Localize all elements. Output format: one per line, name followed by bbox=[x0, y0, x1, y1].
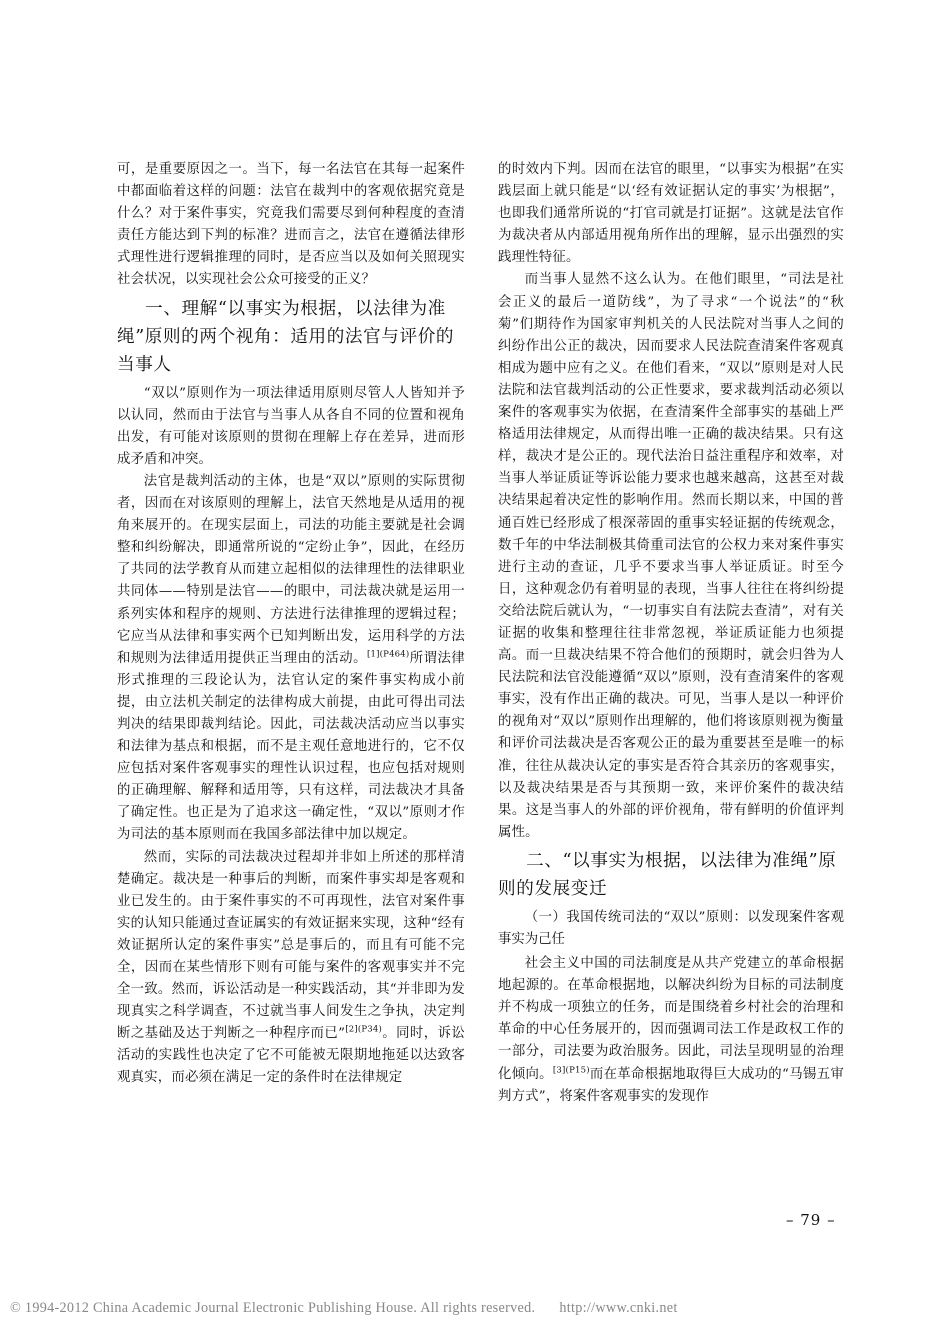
copyright-footer bbox=[10, 1300, 940, 1317]
paragraph-text: 社会主义中国的司法制度是从共产党建立的革命根据地起源的。在革命根据地，以解决纠纷为目标的司法制度并不构成一项独立的任务，而是围绕着乡村社会的治理和革命的中心任务展开的，因而强调司法工作是政权工作的一部分，司法要为政治服务。因此，司法呈现明显的治理化倾向。 bbox=[498, 956, 844, 1082]
paragraph-text: 然而，实际的司法裁决过程却并非如上所述的那样清楚确定。裁决是一种事后的判断，而案件事实却是客观和业已发生的。由于案件事实的不可再现性，法官对案件事实的认知只能通过查证属实的有效证据来实现，这种“经有效证据所认定的案件事实”总是事后的，而且有可能不完全，因而在某些情形下则有可能与案件的客观事实并不完全一致。然而，诉讼活动是一种实践活动，其“并非即为发现真实之科学调查，不过就当事人间发生之争执，决定判断之基础及达于判断之一种程序而已” bbox=[117, 849, 465, 1042]
footer-url[interactable]: http://www.cnki.net bbox=[559, 1300, 678, 1316]
paragraph-text: 所谓法律形式推理的三段论认为，法官认定的案件事实构成小前提，由立法机关制定的法律构成大前提，由此可得出司法判决的结果即裁判结论。因此，司法裁决活动应当以事实和法律为基点和根据，而不是主观任意地进行的，它不仅应包括对案件客观事实的理性认识过程，也应包括对规则的正确理解、解释和适用等，只有这样，司法裁决才具备了确定性。也正是为了追求这一确定性，“双以”原则才作为司法的基本原则而在我国多部法律中加以规定。 bbox=[117, 650, 465, 843]
copyright-text: © 1994-2012 China Academic Journal Electronic Publishing House. All rights reserved. bbox=[10, 1300, 536, 1316]
paragraph: 可，是重要原因之一。当下，每一名法官在其每一起案件中都面临着这样的问题：法官在裁判中的客观依据究竟是什么？对于案件事实，究竟我们需要尽到何种程度的查清责任方能达到下判的标准？进而言之，法官在遵循法律形式理性进行逻辑推理的同时，是否应当以及如何关照现实社会状况，以实现社会公众可接受的正义？ bbox=[117, 162, 465, 288]
subsection-heading: （一）我国传统司法的“双以”原则：以发现案件客观事实为己任 bbox=[498, 909, 844, 947]
paragraph-text: 法官是裁判活动的主体，也是“双以”原则的实际贯彻者，因而在对该原则的理解上，法官天然地是从适用的视角来展开的。在现实层面上，司法的功能主要就是社会调整和纠纷解决，即通常所说的“定纷止争”，因此，在经历了共同的法学教育从而建立起相似的法律理性的法律职业共同体——特别是法官——的眼中，司法裁决就是运用一系列实体和程序的规则、方法进行法律推理的逻辑过程；它应当从法律和事实两个已知判断出发，运用科学的方法和规则为法律适用提供正当理由的活动。 bbox=[117, 473, 465, 666]
page-number: – 79 – bbox=[786, 1211, 836, 1229]
paragraph-text: 。同时，诉讼活动的实践性也决定了它不可能被无限期地拖延以达致客观真实，而必须在满足一定的条件时在法律规定 bbox=[117, 1026, 465, 1086]
left-column bbox=[117, 159, 465, 1090]
paragraph bbox=[117, 847, 465, 1090]
section-heading-1: 一、理解“以事实为根据，以法律为准绳”原则的两个视角：适用的法官与评价的当事人 bbox=[117, 298, 455, 375]
paragraph-text: 而在革命根据地取得巨大成功的“马锡五审判方式”，将案件客观事实的发现作 bbox=[498, 1066, 844, 1104]
citation-ref: [2](P34) bbox=[345, 1024, 383, 1035]
paragraph: 的时效内下判。因而在法官的眼里，“以事实为根据”在实践层面上就只能是“以‘经有效证据认定的事实’为根据”，也即我们通常所说的“打官司就是打证据”。这就是法官作为裁决者从内部适用视角所作出的理解，显示出强烈的实践理性特征。 bbox=[498, 162, 844, 266]
right-column bbox=[498, 159, 844, 1108]
paragraph bbox=[117, 471, 465, 847]
paragraph: 而当事人显然不这么认为。在他们眼里，“司法是社会正义的最后一道防线”，为了寻求“一个说法”的“秋菊”们期待作为国家审判机关的人民法院对当事人之间的纠纷作出公正的裁决，因而要求人民法院查清案件客观真相成为题中应有之义。在他们看来，“双以”原则是对人民法院和法官裁判活动的公正性要求，要求裁判活动必须以案件的客观事实为依据，在查清案件全部事实的基础上严格适用法律规定，从而得出唯一正确的裁决结果。只有这样，裁决才是公正的。现代法治日益注重程序和效率，对当事人举证质证等诉讼能力要求也越来越高，这甚至对裁决结果起着决定性的影响作用。然而长期以来，中国的普通百姓已经形成了根深蒂固的重事实轻证据的传统观念，数千年的中华法制极其倚重司法官的公权力来对案件事实进行主动的查证，几乎不要求当事人举证质证。时至今日，这种观念仍有着明显的表现，当事人往往在将纠纷提交给法院后就认为，“一切事实自有法院去查清”，对有关证据的收集和整理往往非常忽视，举证质证能力也须提高。而一旦裁决结果不符合他们的预期时，就会归咎为人民法院和法官没能遵循“双以”原则，没有查清案件的客观事实，没有作出正确的裁决。可见，当事人是以一种评价的视角对“双以”原则作出理解的，他们将该原则视为衡量和评价司法裁决是否客观公正的最为重要甚至是唯一的标准，往往从裁决认定的事实是否符合其亲历的客观事实，以及裁决结果是否与其预期一致，来评价案件的裁决结果。这是当事人的外部的评价视角，带有鲜明的价值评判属性。 bbox=[498, 272, 844, 840]
citation-ref: [1](P464) bbox=[367, 649, 410, 660]
section-heading-2: 二、“以事实为根据，以法律为准绳”原则的发展变迁 bbox=[498, 850, 837, 899]
paragraph bbox=[498, 953, 844, 1108]
citation-ref: [3](P15) bbox=[552, 1065, 590, 1076]
paragraph: “双以”原则作为一项法律适用原则尽管人人皆知并予以认同，然而由于法官与当事人从各自不同的位置和视角出发，有可能对该原则的贯彻在理解上存在差异，进而形成矛盾和冲突。 bbox=[117, 385, 465, 467]
